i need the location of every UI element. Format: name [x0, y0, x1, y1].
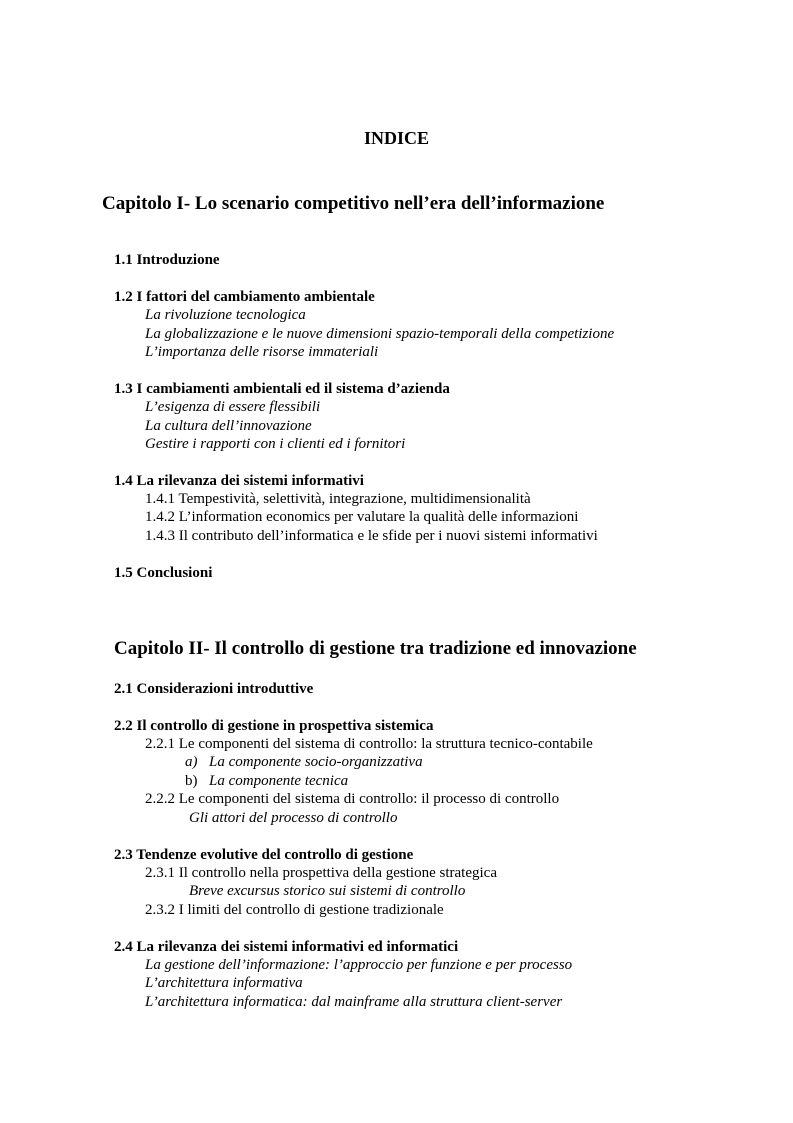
list-item-a-text: La componente socio-organizzativa — [209, 754, 423, 770]
list-item-a — [185, 755, 423, 770]
list-item-b — [185, 774, 348, 789]
section-2-4-item: La gestione dell’informazione: l’approccio per funzione e per processo — [145, 957, 573, 973]
section-1-1: 1.1 Introduzione — [114, 252, 220, 268]
section-2-3-1: 2.3.1 Il controllo nella prospettiva della gestione strategica — [145, 865, 497, 881]
section-1-4: 1.4 La rilevanza dei sistemi informativi — [114, 473, 364, 489]
section-2-3-2: 2.3.2 I limiti del controllo di gestione tradizionale — [145, 902, 444, 918]
section-2-4: 2.4 La rilevanza dei sistemi informativi ed informatici — [114, 939, 459, 955]
chapter-1-title: Capitolo I- Lo scenario competitivo nell’era dell’informazione — [102, 193, 605, 214]
section-1-3-item: La cultura dell’innovazione — [145, 418, 312, 434]
section-1-2-item: La rivoluzione tecnologica — [145, 307, 306, 323]
section-2-2-2: 2.2.2 Le componenti del sistema di controllo: il processo di controllo — [145, 791, 560, 807]
section-1-3: 1.3 I cambiamenti ambientali ed il sistema d’azienda — [114, 381, 450, 397]
section-2-1: 2.1 Considerazioni introduttive — [114, 681, 314, 697]
section-2-3-1-item: Breve excursus storico sui sistemi di controllo — [189, 883, 466, 899]
page-title: INDICE — [363, 128, 429, 148]
chapter-2-title: Capitolo II- Il controllo di gestione tra tradizione ed innovazione — [114, 638, 637, 659]
section-2-4-item: L’architettura informatica: dal mainframe alla struttura client-server — [145, 994, 563, 1010]
section-2-2-2-item: Gli attori del processo di controllo — [189, 810, 398, 826]
section-1-2-item: La globalizzazione e le nuove dimensioni spazio-temporali della competizione — [145, 326, 615, 342]
section-2-3: 2.3 Tendenze evolutive del controllo di gestione — [114, 847, 414, 863]
section-1-4-subsection: 1.4.2 L’information economics per valutare la qualità delle informazioni — [145, 509, 579, 525]
list-marker-a: a) — [185, 754, 198, 770]
section-1-2-item: L’importanza delle risorse immateriali — [145, 344, 379, 360]
section-1-5: 1.5 Conclusioni — [114, 565, 213, 581]
section-2-2: 2.2 Il controllo di gestione in prospettiva sistemica — [114, 718, 434, 734]
section-2-2-1: 2.2.1 Le componenti del sistema di controllo: la struttura tecnico-contabile — [145, 736, 593, 752]
list-marker-b: b) — [185, 773, 198, 789]
section-1-4-subsection: 1.4.1 Tempestività, selettività, integrazione, multidimensionalità — [145, 491, 531, 507]
section-1-4-subsection: 1.4.3 Il contributo dell’informatica e le sfide per i nuovi sistemi informativi — [145, 528, 598, 544]
section-2-4-item: L’architettura informativa — [145, 975, 303, 991]
section-1-3-item: Gestire i rapporti con i clienti ed i fornitori — [145, 436, 406, 452]
list-item-b-text: La componente tecnica — [209, 773, 349, 789]
section-1-3-item: L’esigenza di essere flessibili — [145, 399, 321, 415]
section-1-2: 1.2 I fattori del cambiamento ambientale — [114, 289, 375, 305]
